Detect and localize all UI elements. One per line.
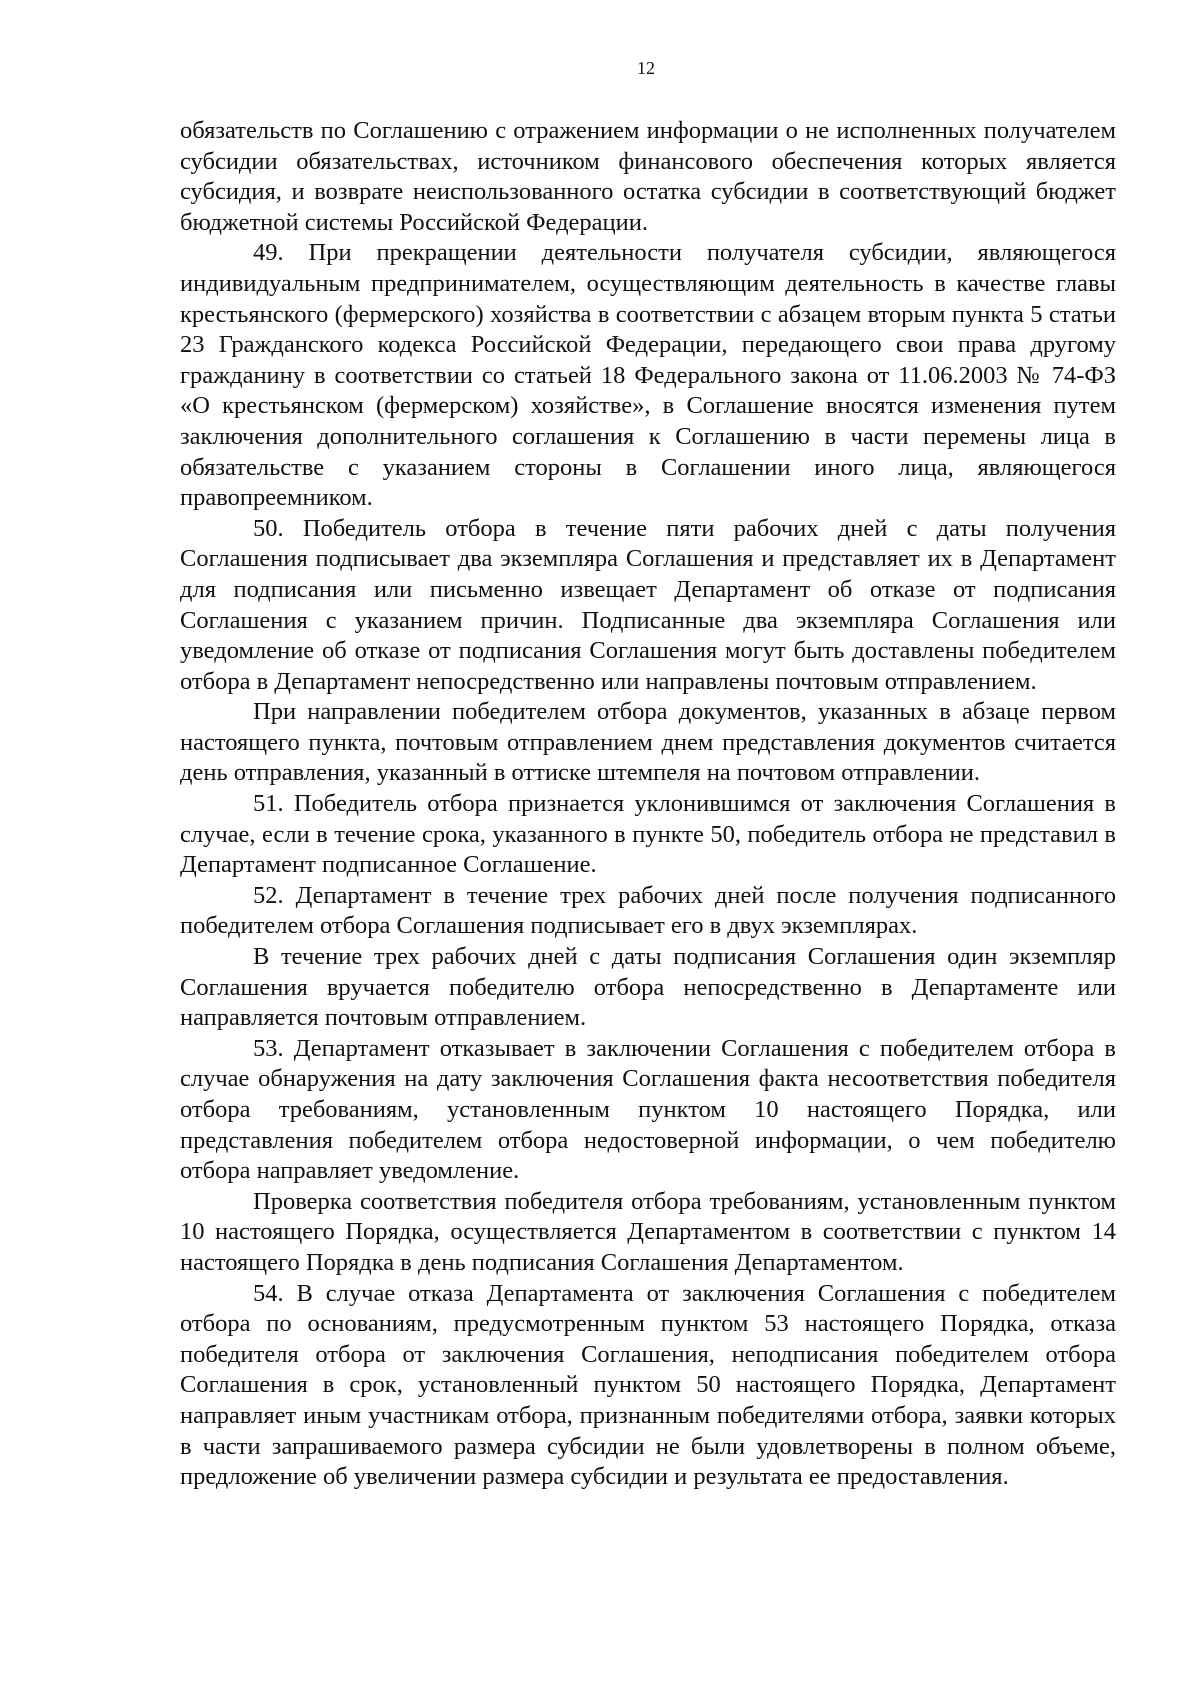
paragraph-clause-50-part-2: При направлении победителем отбора документов, указанных в абзаце первом настоящего пункта, почтовым отправлением днем представления документов считается день отправления, указанный в оттиске штемпеля на почтовом отправлении.	[180, 698, 1116, 787]
document-body	[180, 116, 1116, 1493]
paragraph-clause-54: 54. В случае отказа Департамента от заключения Соглашения с победителем отбора по основаниям, предусмотренным пунктом 53 настоящего Порядка, отказа победителя отбора от заключения Соглашения, неподписания победителем отбора Соглашения в срок, установленный пунктом 50 настоящего Порядка, Департамент направляет иным участникам отбора, признанным победителями отбора, заявки которых в части запрашиваемого размера субсидии не были удовлетворены в полном объеме, предложение об увеличении размера субсидии и результата ее предоставления.	[180, 1279, 1116, 1491]
paragraph-clause-53-part-2: Проверка соответствия победителя отбора требованиям, установленным пунктом 10 настоящего Порядка, осуществляется Департаментом в соответствии с пунктом 14 настоящего Порядка в день подписания Соглашения Департаментом.	[180, 1187, 1116, 1276]
paragraph-clause-49: 49. При прекращении деятельности получателя субсидии, являющегося индивидуальным предпринимателем, осуществляющим деятельность в качестве главы крестьянского (фермерского) хозяйства в соответствии с абзацем вторым пункта 5 статьи 23 Гражданского кодекса Российской Федерации, передающего свои права другому гражданину в соответствии со статьей 18 Федерального закона от 11.06.2003 № 74-ФЗ «О крестьянском (фермерском) хозяйстве», в Соглашение вносятся изменения путем заключения дополнительного соглашения к Соглашению в части перемены лица в обязательстве с указанием стороны в Соглашении иного лица, являющегося правопреемником.	[180, 239, 1116, 512]
paragraph-clause-52: 52. Департамент в течение трех рабочих дней после получения подписанного победителем отбора Соглашения подписывает его в двух экземплярах.	[180, 881, 1116, 940]
paragraph-clause-53: 53. Департамент отказывает в заключении Соглашения с победителем отбора в случае обнаружения на дату заключения Соглашения факта несоответствия победителя отбора требованиям, установленным пунктом 10 настоящего Порядка, или представления победителем отбора недостоверной информации, о чем победителю отбора направляет уведомление.	[180, 1034, 1116, 1185]
paragraph-continuation: обязательств по Соглашению с отражением информации о не исполненных получателем субсидии обязательствах, источником финансового обеспечения которых является субсидия, и возврате неиспользованного остатка субсидии в соответствующий бюджет бюджетной системы Российской Федерации.	[180, 117, 1116, 236]
paragraph-clause-52-part-2: В течение трех рабочих дней с даты подписания Соглашения один экземпляр Соглашения вручается победителю отбора непосредственно в Департаменте или направляется почтовым отправлением.	[180, 943, 1116, 1032]
paragraph-clause-50: 50. Победитель отбора в течение пяти рабочих дней с даты получения Соглашения подписывает два экземпляра Соглашения и представляет их в Департамент для подписания или письменно извещает Департамент об отказе от подписания Соглашения с указанием причин. Подписанные два экземпляра Соглашения или уведомление об отказе от подписания Соглашения могут быть доставлены победителем отбора в Департамент непосредственно или направлены почтовым отправлением.	[180, 514, 1116, 695]
page-number: 12	[637, 58, 655, 78]
paragraph-clause-51: 51. Победитель отбора признается уклонившимся от заключения Соглашения в случае, если в течение срока, указанного в пункте 50, победитель отбора не представил в Департамент подписанное Соглашение.	[180, 790, 1116, 879]
